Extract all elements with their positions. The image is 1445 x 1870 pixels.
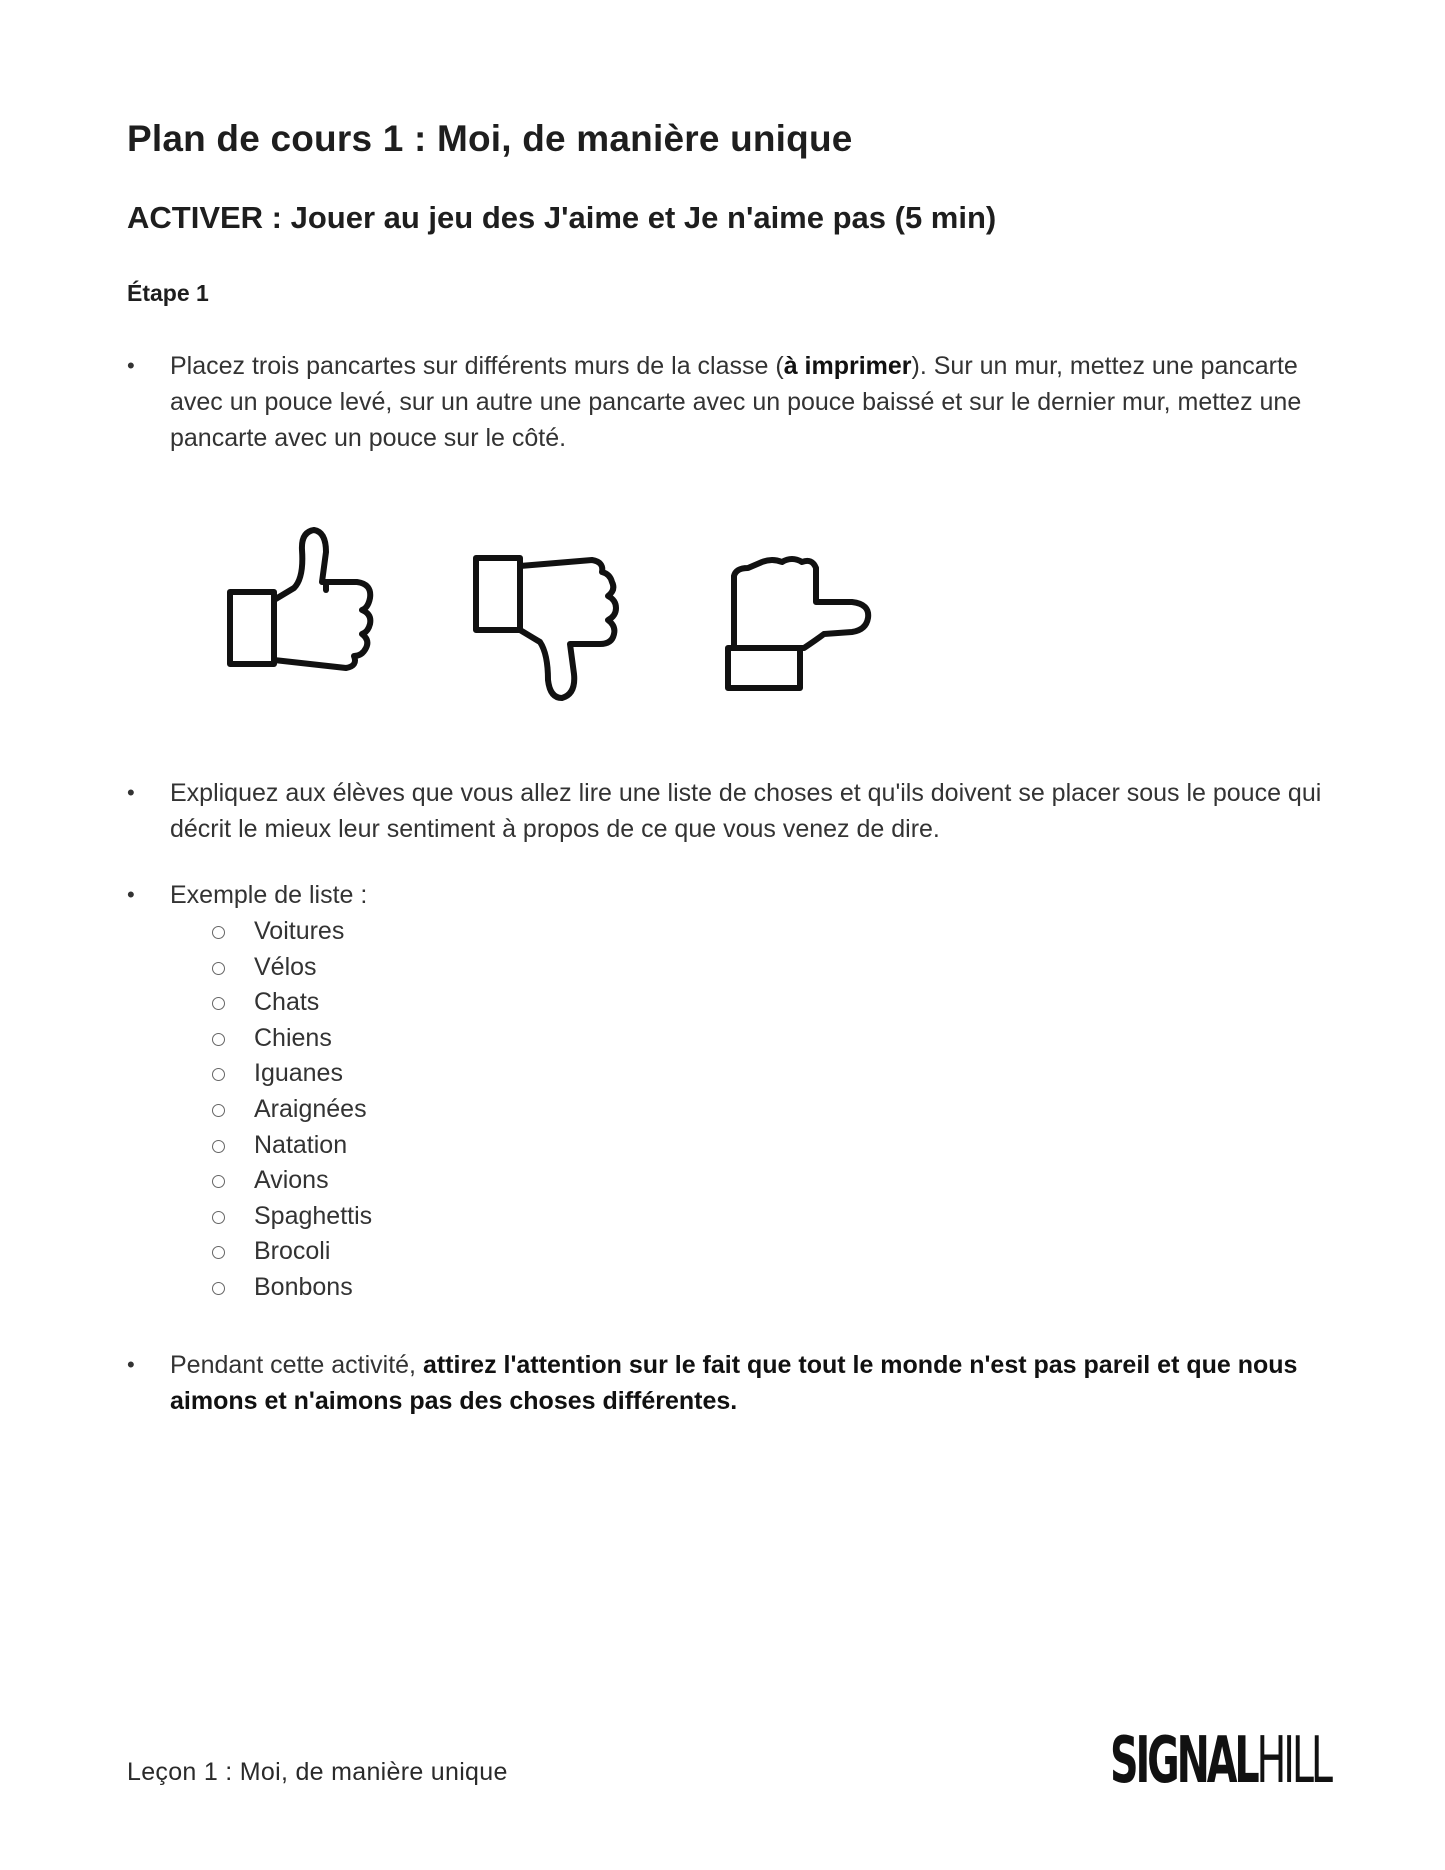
bullet-dot: • — [127, 1352, 135, 1377]
bullet-text: Exemple de liste : — [170, 881, 368, 909]
footer-lesson: Leçon 1 : Moi, de manière unique — [127, 1758, 508, 1786]
bullet-text — [170, 348, 1327, 456]
list-item: Iguanes — [212, 1056, 372, 1092]
circle-bullet-icon — [212, 1282, 225, 1295]
thumb-sideways-icon — [720, 540, 880, 700]
example-list — [212, 914, 372, 1306]
bullet-place-signs — [127, 348, 1327, 456]
bullet-explain — [127, 775, 1327, 847]
section-heading: ACTIVER : Jouer au jeu des J'aime et Je n'aime pas (5 min) — [127, 200, 997, 235]
circle-bullet-icon — [212, 962, 225, 975]
circle-bullet-icon — [212, 926, 225, 939]
circle-bullet-icon — [212, 997, 225, 1010]
signalhill-logo: SIGNALHILL — [1110, 1724, 1330, 1798]
bullet-dot: • — [127, 353, 135, 378]
bullet-text-after: ). Sur un mur, mettez une pancarte avec un pouce levé, sur un autre une pancarte avec un pouce baissé et sur le dernier mur, mettez une pancarte avec un pouce sur le côté. — [170, 352, 1302, 452]
bullet-highlight — [127, 1347, 1327, 1419]
thumbs-down-icon — [468, 550, 628, 710]
list-item: Bonbons — [212, 1270, 372, 1306]
circle-bullet-icon — [212, 1246, 225, 1259]
circle-bullet-icon — [212, 1104, 225, 1117]
thumbs-up-icon — [222, 520, 382, 680]
list-item: Brocoli — [212, 1234, 372, 1270]
list-item: Vélos — [212, 950, 372, 986]
emphasis-text: attirez l'attention sur le fait que tout le monde n'est pas pareil et que nous aimons et n'aimons pas des choses différentes. — [170, 1351, 1298, 1415]
circle-bullet-icon — [212, 1175, 225, 1188]
list-item: Chiens — [212, 1021, 372, 1057]
list-item: Natation — [212, 1128, 372, 1164]
bullet-dot: • — [127, 882, 135, 907]
print-link[interactable]: à imprimer — [783, 352, 912, 380]
step-label: Étape 1 — [127, 280, 209, 306]
list-item: Chats — [212, 985, 372, 1021]
bullet-text: Pendant cette activité, attirez l'attention sur le fait que tout le monde n'est pas pareil et que nous aimons et n'aimons pas des choses différentes. — [170, 1351, 1298, 1415]
bullet-text-before: Placez trois pancartes sur différents murs de la classe ( — [170, 352, 784, 380]
thumbs-illustration — [222, 520, 902, 720]
list-item: Araignées — [212, 1092, 372, 1128]
page-title: Plan de cours 1 : Moi, de manière unique — [127, 118, 853, 159]
bullet-example-list — [127, 877, 1327, 913]
bullet-text: Expliquez aux élèves que vous allez lire une liste de choses et qu'ils doivent se placer sous le pouce qui décrit le mieux leur sentiment à propos de ce que vous venez de dire. — [170, 779, 1322, 843]
circle-bullet-icon — [212, 1211, 225, 1224]
circle-bullet-icon — [212, 1033, 225, 1046]
bullet-dot: • — [127, 780, 135, 805]
list-item: Voitures — [212, 914, 372, 950]
circle-bullet-icon — [212, 1140, 225, 1153]
list-item: Spaghettis — [212, 1199, 372, 1235]
circle-bullet-icon — [212, 1068, 225, 1081]
list-item: Avions — [212, 1163, 372, 1199]
